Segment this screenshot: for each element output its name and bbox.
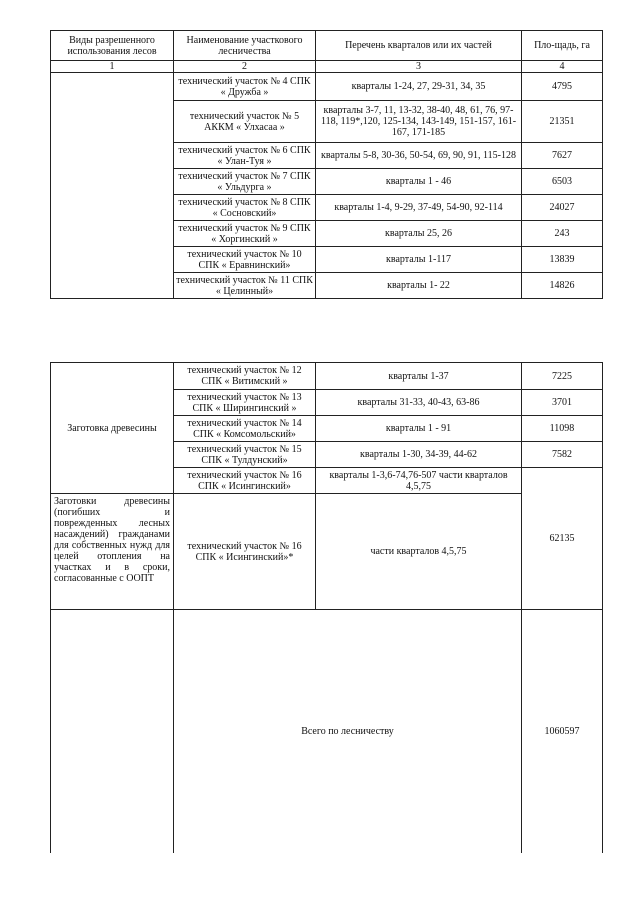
quarters-list: кварталы 1-30, 34-39, 44-62 (316, 442, 522, 468)
use-type-timber: Заготовка древесины (51, 363, 174, 494)
header-number-row (51, 61, 603, 73)
area-value: 243 (522, 221, 603, 247)
table-row (51, 73, 603, 101)
quarters-list: кварталы 31-33, 40-43, 63-86 (316, 390, 522, 416)
header-quarters: Перечень кварталов или их частей (316, 31, 522, 61)
table-row (51, 363, 603, 390)
area-value: 7225 (522, 363, 603, 390)
district-name: технический участок № 12 СПК « Витимский » (174, 363, 316, 390)
district-name: технический участок № 11 СПК « Целинный» (174, 273, 316, 299)
district-name: технический участок № 13 СПК « Ширингинский » (174, 390, 316, 416)
total-label: Всего по лесничеству (174, 610, 522, 853)
district-name: технический участок № 6 СПК « Улан-Туя » (174, 143, 316, 169)
district-name: технический участок № 16 СПК « Исингинский»* (174, 494, 316, 610)
forest-table-part-2 (50, 362, 603, 853)
district-name: технический участок № 15 СПК « Тулдунский» (174, 442, 316, 468)
total-row (51, 610, 603, 853)
use-type-citizen-firewood: Заготовки древесины (погибших и поврежденных лесных насаждений) гражданами для собственных нужд для целей отопления на участках и в сроки, согласованные с ООПТ (51, 494, 174, 610)
header-number-2: 2 (174, 61, 316, 73)
quarters-list: кварталы 3-7, 11, 13-32, 38-40, 48, 61, 76, 97-118, 119*,120, 125-134, 143-149, 151-157, 161-167, 171-185 (316, 101, 522, 143)
district-name: технический участок № 7 СПК « Ульдурга » (174, 169, 316, 195)
table-row (51, 494, 603, 610)
area-value: 3701 (522, 390, 603, 416)
quarters-list: кварталы 1 - 46 (316, 169, 522, 195)
forest-table-part-1 (50, 30, 603, 299)
district-name: технический участок № 10 СПК « Еравнинский» (174, 247, 316, 273)
header-row (51, 31, 603, 61)
header-number-3: 3 (316, 61, 522, 73)
header-area: Пло-щадь, га (522, 31, 603, 61)
quarters-list: кварталы 1-4, 9-29, 37-49, 54-90, 92-114 (316, 195, 522, 221)
header-district-name: Наименование участкового лесничества (174, 31, 316, 61)
area-value: 6503 (522, 169, 603, 195)
total-use-type-empty (51, 610, 174, 853)
district-name: технический участок № 5 АККМ « Улхасаа » (174, 101, 316, 143)
area-value: 11098 (522, 416, 603, 442)
header-number-1: 1 (51, 61, 174, 73)
area-value: 13839 (522, 247, 603, 273)
quarters-list: кварталы 1- 22 (316, 273, 522, 299)
quarters-list: кварталы 5-8, 30-36, 50-54, 69, 90, 91, 115-128 (316, 143, 522, 169)
district-name: технический участок № 14 СПК « Комсомольский» (174, 416, 316, 442)
area-value-merged: 62135 (522, 468, 603, 610)
area-value: 7627 (522, 143, 603, 169)
quarters-list: части кварталов 4,5,75 (316, 494, 522, 610)
header-use-type: Виды разрешенного использования лесов (51, 31, 174, 61)
district-name: технический участок № 16 СПК « Исингинский» (174, 468, 316, 494)
quarters-list: кварталы 25, 26 (316, 221, 522, 247)
area-value: 24027 (522, 195, 603, 221)
district-name: технический участок № 8 СПК « Сосновский» (174, 195, 316, 221)
total-value: 1060597 (522, 610, 603, 853)
quarters-list: кварталы 1-3,6-74,76-507 части кварталов 4,5,75 (316, 468, 522, 494)
area-value: 4795 (522, 73, 603, 101)
header-number-4: 4 (522, 61, 603, 73)
area-value: 7582 (522, 442, 603, 468)
quarters-list: кварталы 1-37 (316, 363, 522, 390)
use-type-empty (51, 73, 174, 299)
quarters-list: кварталы 1-24, 27, 29-31, 34, 35 (316, 73, 522, 101)
area-value: 14826 (522, 273, 603, 299)
area-value: 21351 (522, 101, 603, 143)
district-name: технический участок № 9 СПК « Хоргинский » (174, 221, 316, 247)
district-name: технический участок № 4 СПК « Дружба » (174, 73, 316, 101)
quarters-list: кварталы 1 - 91 (316, 416, 522, 442)
quarters-list: кварталы 1-117 (316, 247, 522, 273)
